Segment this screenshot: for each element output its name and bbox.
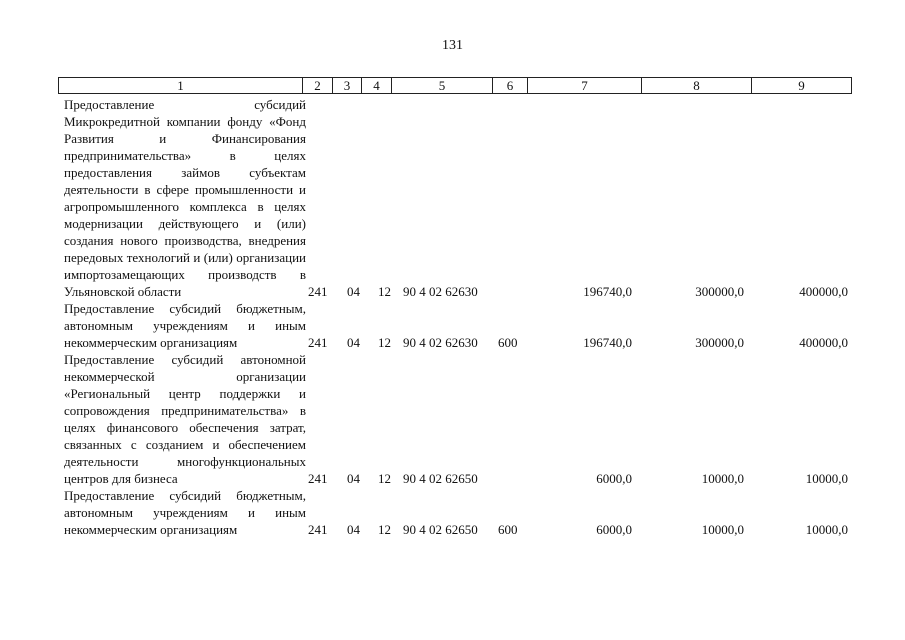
cell-col-5: 90 4 02 62650 [403,471,478,486]
header-col-9: 9 [798,78,805,93]
row-values [58,334,852,351]
cell-col-8: 300000,0 [695,335,744,350]
row-values [58,470,852,487]
header-col-3: 3 [333,78,362,93]
cell-col-8: 10000,0 [701,471,744,486]
cell-col-2: 241 [308,471,328,486]
page-number: 131 [442,38,463,53]
cell-col-3: 04 [347,284,360,299]
table-body [58,96,852,538]
row-description: Предоставление субсидий автономной некоммерческой организации «Региональный центр поддержки и сопровождения предпринимательства» в целях финансового обеспечения затрат, связанных с созданием и обеспечением деятельности многофункциональных центров для бизнеса [64,352,306,486]
table-row [58,300,852,351]
cell-col-9: 400000,0 [799,335,848,350]
row-description: Предоставление субсидий бюджетным, автономным учреждениям и иным некоммерческим организациям [64,488,306,537]
table-header [58,77,852,94]
cell-col-7: 196740,0 [583,284,632,299]
table-row [58,351,852,487]
cell-col-3: 04 [347,522,360,537]
header-col-5: 5 [392,78,493,93]
cell-col-2: 241 [308,335,328,350]
cell-col-6: 600 [498,522,518,537]
cell-col-5: 90 4 02 62630 [403,284,478,299]
table-row [58,487,852,538]
cell-col-9: 400000,0 [799,284,848,299]
cell-col-7: 6000,0 [596,471,632,486]
cell-col-2: 241 [308,284,328,299]
header-col-8: 8 [642,78,752,93]
cell-col-3: 04 [347,471,360,486]
row-values [58,283,852,300]
header-col-1: 1 [59,78,303,93]
header-col-6: 6 [493,78,528,93]
cell-col-9: 10000,0 [805,522,848,537]
cell-col-3: 04 [347,335,360,350]
cell-col-9: 10000,0 [805,471,848,486]
cell-col-4: 12 [378,522,391,537]
row-description: Предоставление субсидий бюджетным, автономным учреждениям и иным некоммерческим организациям [64,301,306,350]
header-col-2: 2 [303,78,333,93]
cell-col-6: 600 [498,335,518,350]
cell-col-4: 12 [378,284,391,299]
cell-col-7: 6000,0 [596,522,632,537]
header-col-4: 4 [362,78,392,93]
cell-col-5: 90 4 02 62650 [403,522,478,537]
cell-col-8: 300000,0 [695,284,744,299]
table-row [58,96,852,300]
cell-col-4: 12 [378,335,391,350]
header-col-7: 7 [528,78,642,93]
row-description: Предоставление субсидий Микрокредитной компании фонду «Фонд Развития и Финансирования предпринимательства» в целях предоставления займов субъектам деятельности в сфере промышленности и агропромышленного комплекса в целях модернизации действующего и (или) создания нового производства, внедрения передовых технологий и (или) организации импортозамещающих производств в Ульяновской области [64,97,306,299]
cell-col-4: 12 [378,471,391,486]
row-values [58,521,852,538]
cell-col-2: 241 [308,522,328,537]
cell-col-8: 10000,0 [701,522,744,537]
cell-col-5: 90 4 02 62630 [403,335,478,350]
cell-col-7: 196740,0 [583,335,632,350]
